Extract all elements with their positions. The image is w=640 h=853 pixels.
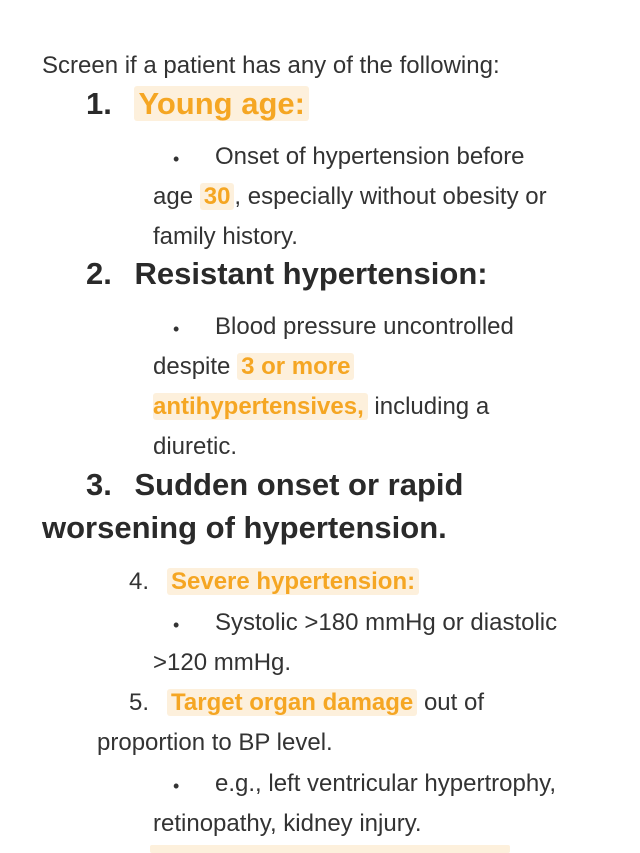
item-5-bullet-line-1: e.g., left ventricular hypertrophy, (215, 770, 557, 797)
item-2-text-despite: despite (153, 353, 238, 380)
item-1-text-age: age (153, 183, 200, 210)
item-3-title-line-2: worsening of hypertension. (42, 510, 447, 545)
item-2-heading (86, 256, 488, 292)
item-1-bullet-line-3: family history. (153, 223, 298, 250)
item-1-text-rest: , especially without obesity or (234, 183, 547, 210)
item-3-heading-line-1 (86, 467, 463, 503)
item-1-number: 1. (86, 86, 112, 121)
item-4-title: Severe hypertension: (167, 568, 419, 595)
next-item-highlight-fragment (150, 845, 510, 853)
bullet-dot: • (173, 776, 180, 796)
item-5-line-2: proportion to BP level. (97, 729, 333, 756)
item-2-bullet-line-2 (153, 353, 354, 381)
item-4-heading (167, 568, 419, 596)
item-2-bullet-line-4: diuretic. (153, 433, 238, 460)
item-1-title: Young age: (134, 86, 308, 121)
item-5-heading (167, 689, 484, 717)
item-3-number: 3. (86, 467, 112, 502)
bullet-dot: • (173, 319, 180, 339)
item-5-text-out-of: out of (417, 689, 484, 716)
item-1-bullet-line-2 (153, 183, 547, 211)
item-2-highlight-antihypertensives: antihypertensives, (153, 393, 368, 420)
item-3-title-line-1: Sudden onset or rapid (134, 467, 464, 502)
item-4-bullet-line-1: Systolic >180 mmHg or diastolic (215, 609, 558, 636)
item-1-highlight-30: 30 (200, 183, 235, 210)
item-5-bullet-line-2: retinopathy, kidney injury. (153, 810, 422, 837)
item-1-bullet-line-1: Onset of hypertension before (215, 143, 525, 170)
bullet-dot: • (173, 149, 180, 169)
item-5-highlight-target-organ-damage: Target organ damage (167, 689, 417, 716)
item-2-title: Resistant hypertension: (134, 256, 488, 291)
bullet-dot: • (173, 615, 180, 635)
intro-text: Screen if a patient has any of the following: (42, 52, 500, 79)
item-2-bullet-line-1: Blood pressure uncontrolled (215, 313, 514, 340)
item-4-bullet-line-2: >120 mmHg. (153, 649, 292, 676)
item-5-number: 5. (129, 689, 150, 716)
item-2-bullet-line-3 (153, 393, 489, 421)
item-1-heading (86, 86, 309, 122)
item-4-number: 4. (129, 568, 150, 595)
item-2-highlight-3-or-more: 3 or more (237, 353, 354, 380)
item-2-number: 2. (86, 256, 112, 291)
item-2-text-including: including a (367, 393, 490, 420)
